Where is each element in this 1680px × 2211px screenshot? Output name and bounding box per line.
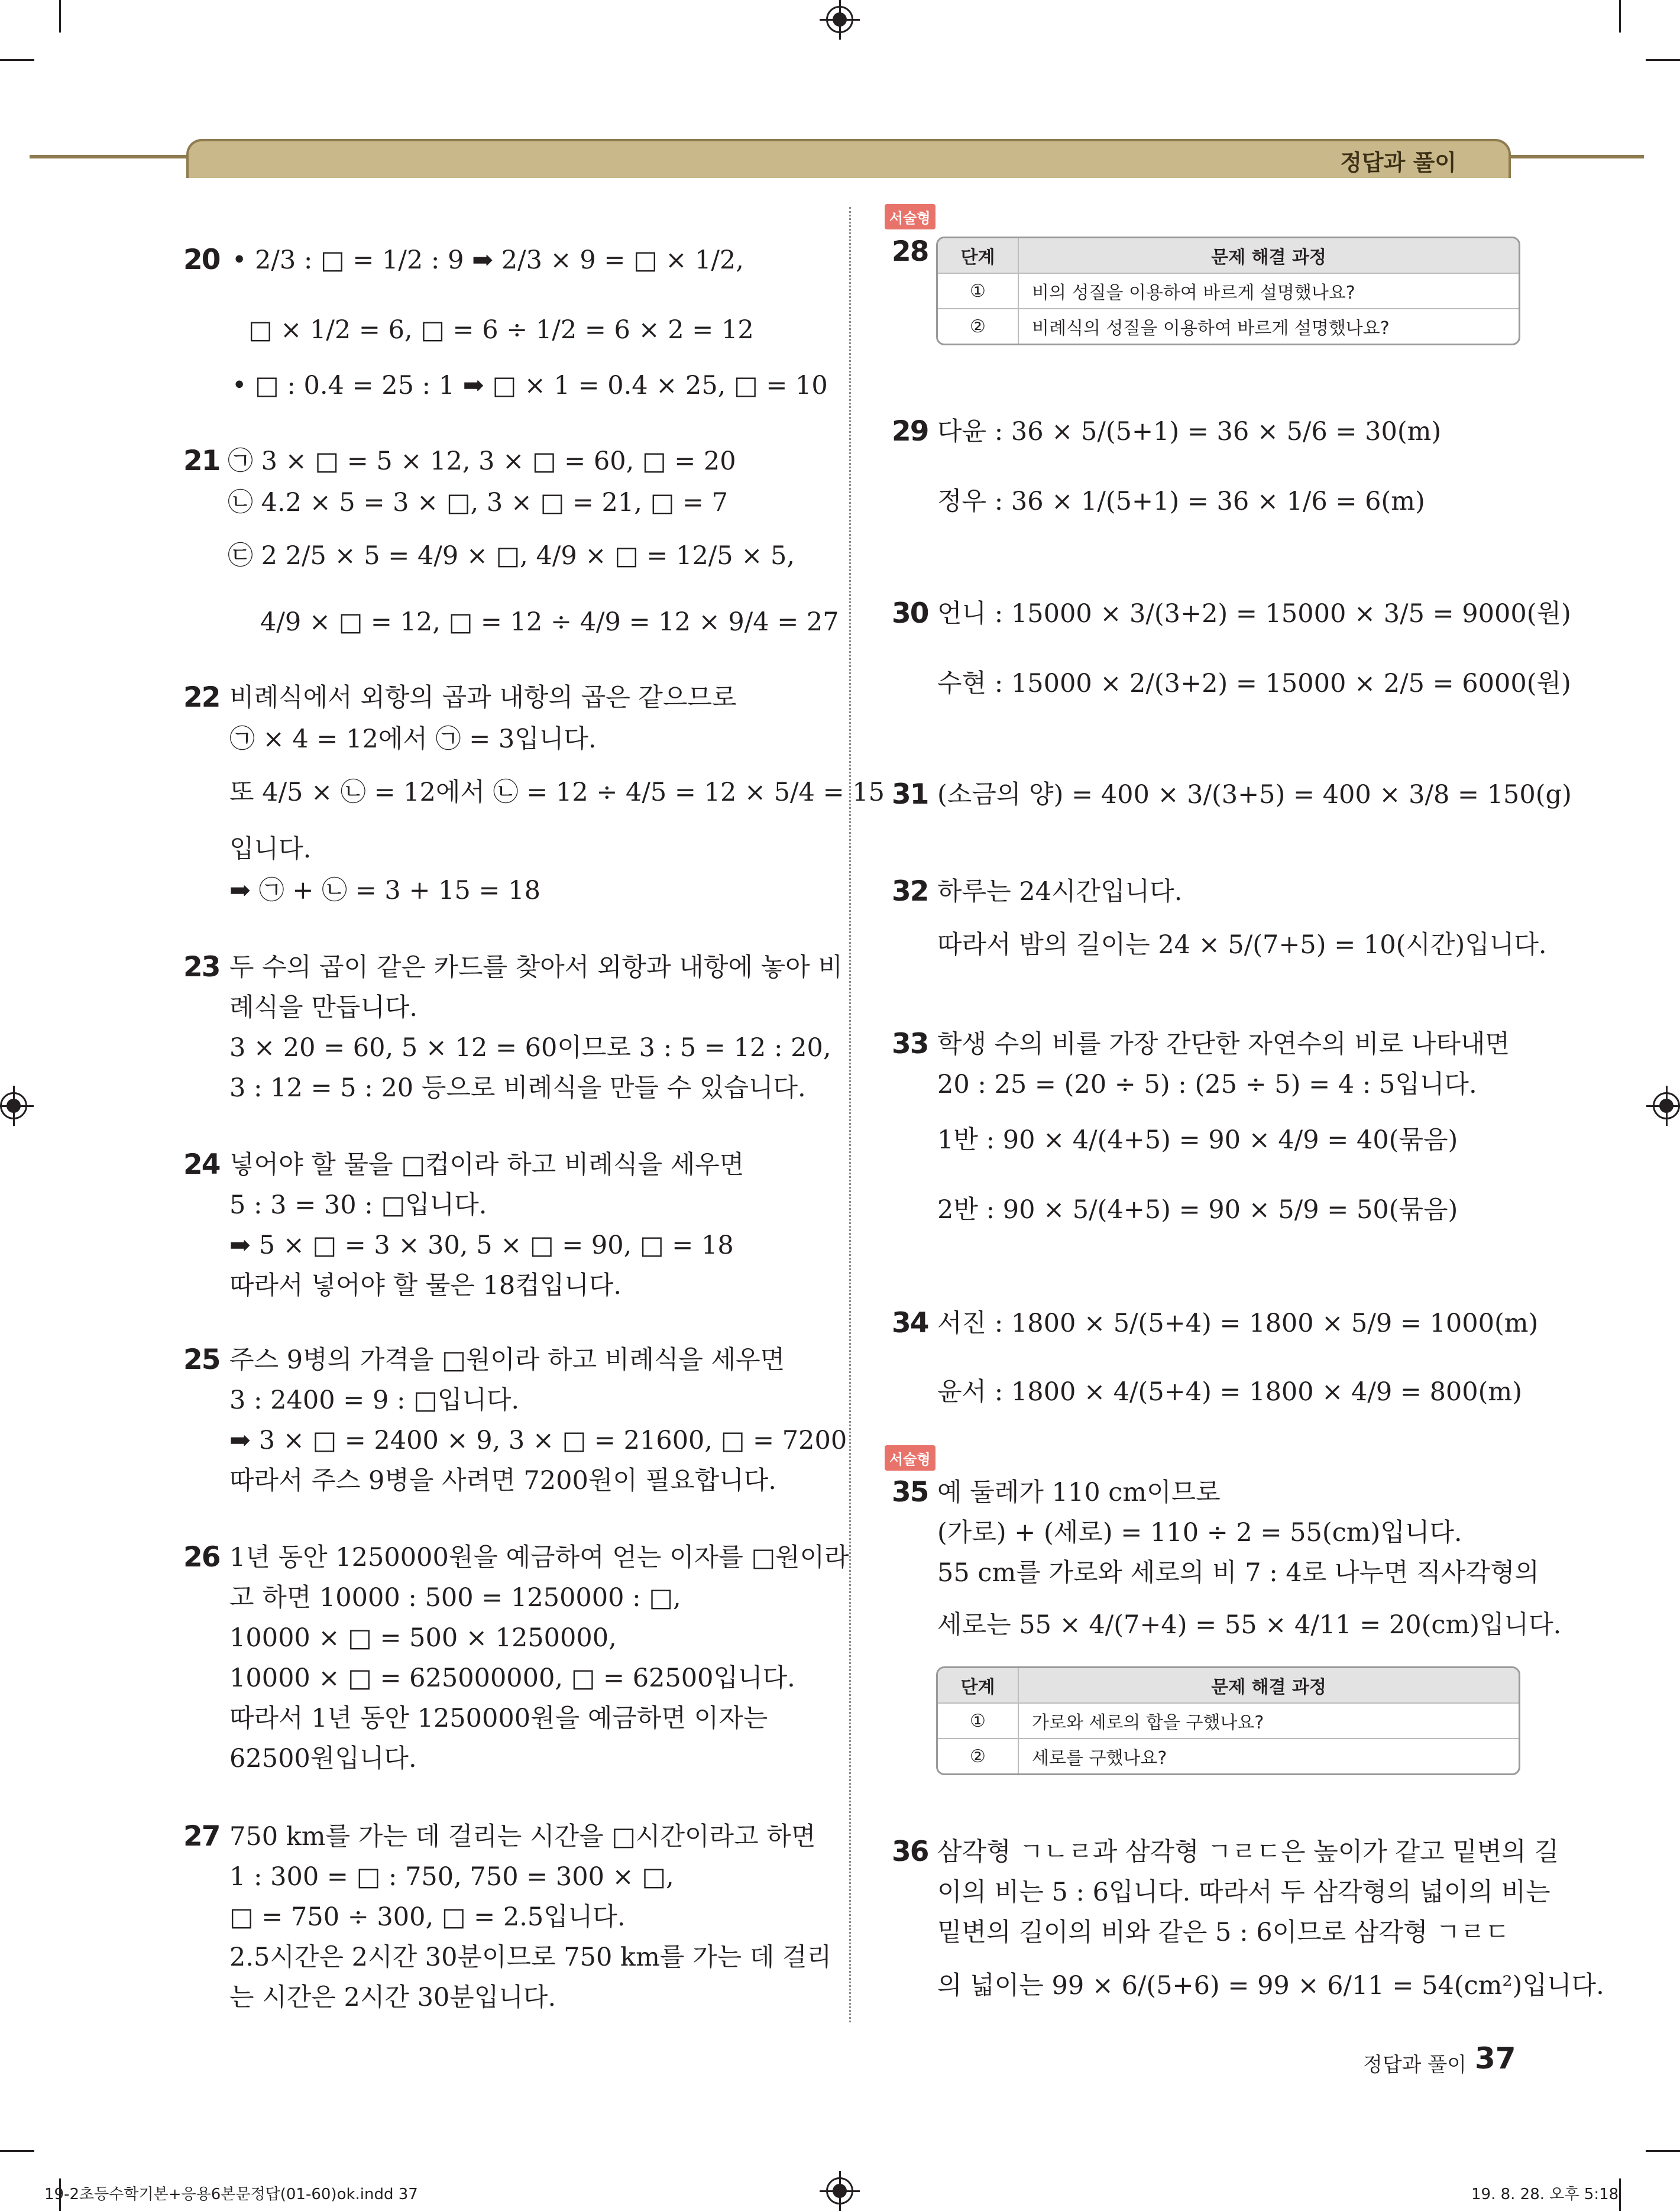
table-step: ①: [938, 1704, 1019, 1738]
answer-line: 밑변의 길이의 비와 같은 5 : 6이므로 삼각형 ㄱㄹㄷ: [937, 1918, 1510, 1947]
page-footer-title: 정답과 풀이: [1363, 2053, 1467, 2077]
answer-line: 3 : 12 = 5 : 20 등으로 비례식을 만들 수 있습니다.: [229, 1073, 806, 1103]
answer-line: 3 : 2400 = 9 : □입니다.: [229, 1385, 520, 1415]
answer-line: 삼각형 ㄱㄴㄹ과 삼각형 ㄱㄹㄷ은 높이가 같고 밑변의 길: [937, 1837, 1559, 1867]
header-rule: [1508, 155, 1644, 158]
table-header-step: 단계: [938, 1668, 1019, 1702]
header-title: 정답과 풀이: [1340, 150, 1456, 176]
table-text: 비례식의 성질을 이용하여 바르게 설명했나요?: [1032, 318, 1390, 339]
problem-number: 25: [183, 1344, 220, 1376]
answer-line: 비례식에서 외항의 곱과 내항의 곱은 같으므로: [229, 683, 737, 713]
answer-line: 입니다.: [229, 834, 312, 864]
crop-mark: [1646, 59, 1680, 61]
answer-line: 세로는 55 × 4/(7+4) = 55 × 4/11 = 20(cm)입니다.: [937, 1610, 1562, 1640]
answer-line: 고 하면 10000 : 500 = 1250000 : □,: [229, 1583, 681, 1613]
essay-tag: 서술형: [885, 204, 936, 229]
problem-number: 26: [183, 1541, 220, 1574]
answer-line: 따라서 주스 9병을 사려면 7200원이 필요합니다.: [229, 1466, 776, 1495]
answer-line: 언니 : 15000 × 3/(3+2) = 15000 × 3/5 = 9000(원): [937, 599, 1571, 629]
answer-line: □ × 1/2 = 6, □ = 6 ÷ 1/2 = 6 × 2 = 12: [248, 315, 754, 345]
table-step: ②: [938, 1739, 1019, 1773]
answer-line: ㉠ 3 × □ = 5 × 12, 3 × □ = 60, □ = 20: [228, 446, 736, 476]
table-row: [938, 1702, 1519, 1738]
answer-line: 다윤 : 36 × 5/(5+1) = 36 × 5/6 = 30(m): [937, 417, 1442, 446]
problem-number: 24: [183, 1148, 220, 1181]
answer-line: 서진 : 1800 × 5/(5+4) = 1800 × 5/9 = 1000(m): [937, 1309, 1539, 1338]
answer-line: 1 : 300 = □ : 750, 750 = 300 × □,: [229, 1862, 674, 1892]
problem-number: 23: [183, 951, 220, 983]
table-header-row: [938, 1668, 1519, 1702]
crop-mark: [59, 0, 61, 33]
answer-line: 수현 : 15000 × 2/(3+2) = 15000 × 2/5 = 6000(원): [937, 669, 1571, 698]
essay-tag: 서술형: [885, 1445, 936, 1471]
answer-line: 윤서 : 1800 × 4/(5+4) = 1800 × 4/9 = 800(m): [937, 1377, 1522, 1407]
answer-line: ➡ ㉠ + ㉡ = 3 + 15 = 18: [229, 876, 540, 905]
table-row: [938, 273, 1519, 308]
answer-line: 주스 9병의 가격을 □원이라 하고 비례식을 세우면: [229, 1345, 785, 1375]
print-timestamp: 19. 8. 28. 오후 5:18: [1471, 2186, 1619, 2203]
answer-line: 62500원입니다.: [229, 1744, 417, 1773]
problem-number: 21: [183, 445, 220, 477]
answer-line: 학생 수의 비를 가장 간단한 자연수의 비로 나타내면: [937, 1030, 1510, 1059]
problem-number: 31: [892, 778, 928, 811]
crop-mark: [0, 2150, 34, 2152]
answer-line: 1년 동안 1250000원을 예금하여 얻는 이자를 □원이라: [229, 1543, 849, 1572]
problem-number: 34: [892, 1307, 928, 1339]
answer-line: 의 넓이는 99 × 6/(5+6) = 99 × 6/11 = 54(cm²)입니다.: [937, 1971, 1604, 2000]
answer-line: • □ : 0.4 = 25 : 1 ➡ □ × 1 = 0.4 × 25, □ = 10: [232, 371, 828, 400]
answer-line: 2.5시간은 2시간 30분이므로 750 km를 가는 데 걸리: [229, 1943, 832, 1972]
answer-line: 3 × 20 = 60, 5 × 12 = 60이므로 3 : 5 = 12 : 20,: [229, 1033, 831, 1063]
answer-line: ㉠ × 4 = 12에서 ㉠ = 3입니다.: [229, 724, 597, 754]
problem-number: 30: [892, 597, 928, 630]
answer-line: 또 4/5 × ㉡ = 12에서 ㉡ = 12 ÷ 4/5 = 12 × 5/4 = 15: [229, 778, 885, 807]
problem-number: 28: [892, 235, 928, 268]
answer-line: 1반 : 90 × 4/(4+5) = 90 × 4/9 = 40(묶음): [937, 1125, 1458, 1155]
answer-line: 예 둘레가 110 cm이므로: [937, 1478, 1221, 1507]
registration-mark-icon: [826, 2177, 853, 2204]
table-header-process: 문제 해결 과정: [1211, 1677, 1326, 1698]
table-text: 세로를 구했나요?: [1032, 1748, 1167, 1769]
registration-mark-icon: [0, 1092, 27, 1119]
answer-line: 정우 : 36 × 1/(5+1) = 36 × 1/6 = 6(m): [937, 487, 1425, 516]
crop-mark: [0, 59, 34, 61]
answer-line: 5 : 3 = 30 : □입니다.: [229, 1190, 487, 1220]
problem-number: 35: [892, 1476, 928, 1508]
answer-line: 따라서 넣어야 할 물은 18컵입니다.: [229, 1271, 622, 1300]
answer-line: 750 km를 가는 데 걸리는 시간을 □시간이라고 하면: [229, 1822, 816, 1851]
header-banner: [186, 139, 1511, 178]
answer-line: 55 cm를 가로와 세로의 비 7 : 4로 나누면 직사각형의: [937, 1558, 1539, 1588]
scoring-table: [936, 1666, 1520, 1775]
problem-number: 29: [892, 415, 928, 448]
answer-line: ➡ 3 × □ = 2400 × 9, 3 × □ = 21600, □ = 7200: [229, 1426, 847, 1455]
answer-line: 넣어야 할 물을 □컵이라 하고 비례식을 세우면: [229, 1150, 744, 1180]
answer-line: (소금의 양) = 400 × 3/(3+5) = 400 × 3/8 = 150(g): [937, 780, 1572, 810]
answer-line: 4/9 × □ = 12, □ = 12 ÷ 4/9 = 12 × 9/4 = 27: [260, 607, 839, 637]
crop-mark: [1646, 2150, 1680, 2152]
answer-line: ➡ 5 × □ = 3 × 30, 5 × □ = 90, □ = 18: [229, 1231, 734, 1260]
answer-line: 따라서 밤의 길이는 24 × 5/(7+5) = 10(시간)입니다.: [937, 930, 1547, 960]
registration-mark-icon: [826, 6, 853, 33]
table-header-row: [938, 238, 1519, 273]
problem-number: 33: [892, 1028, 928, 1060]
table-step: ②: [938, 309, 1019, 344]
answer-line: 례식을 만듭니다.: [229, 993, 418, 1022]
problem-number: 32: [892, 875, 928, 908]
answer-line: 따라서 1년 동안 1250000원을 예금하면 이자는: [229, 1704, 768, 1733]
registration-mark-icon: [1653, 1092, 1680, 1119]
scoring-table: [936, 237, 1520, 345]
header-rule: [30, 155, 189, 158]
answer-line: ㉡ 4.2 × 5 = 3 × □, 3 × □ = 21, □ = 7: [228, 488, 728, 517]
crop-mark: [1619, 0, 1621, 33]
answer-line: 이의 비는 5 : 6입니다. 따라서 두 삼각형의 넓이의 비는: [937, 1877, 1550, 1907]
file-name: 19-2초등수학기본+응용6본문정답(01-60)ok.indd 37: [44, 2186, 418, 2203]
answer-line: □ = 750 ÷ 300, □ = 2.5입니다.: [229, 1902, 626, 1932]
answer-line: (가로) + (세로) = 110 ÷ 2 = 55(cm)입니다.: [937, 1518, 1462, 1548]
answer-line: 는 시간은 2시간 30분입니다.: [229, 1983, 556, 2012]
problem-number: 36: [892, 1836, 928, 1868]
table-row: [938, 1738, 1519, 1773]
table-step: ①: [938, 274, 1019, 308]
problem-number: 27: [183, 1820, 220, 1853]
problem-number: 20: [183, 244, 220, 276]
table-header-step: 단계: [938, 238, 1019, 273]
answer-line: 20 : 25 = (20 ÷ 5) : (25 ÷ 5) = 4 : 5입니다.: [937, 1070, 1477, 1099]
problem-number: 22: [183, 681, 220, 714]
table-text: 가로와 세로의 합을 구했나요?: [1032, 1713, 1264, 1733]
table-header-process: 문제 해결 과정: [1211, 247, 1326, 268]
table-text: 비의 성질을 이용하여 바르게 설명했나요?: [1032, 283, 1355, 303]
answer-line: • 2/3 : □ = 1/2 : 9 ➡ 2/3 × 9 = □ × 1/2,: [232, 245, 744, 275]
column-separator: [849, 207, 851, 2022]
crop-mark: [1619, 2178, 1621, 2211]
answer-line: 10000 × □ = 625000000, □ = 62500입니다.: [229, 1663, 795, 1693]
answer-line: 두 수의 곱이 같은 카드를 찾아서 외항과 내항에 놓아 비: [229, 953, 843, 982]
answer-line: 하루는 24시간입니다.: [937, 877, 1183, 907]
answer-line: 10000 × □ = 500 × 1250000,: [229, 1623, 617, 1653]
answer-line: ㉢ 2 2/5 × 5 = 4/9 × □, 4/9 × □ = 12/5 × 5,: [228, 541, 795, 571]
answer-line: 2반 : 90 × 5/(4+5) = 90 × 5/9 = 50(묶음): [937, 1195, 1458, 1225]
table-row: [938, 308, 1519, 344]
page-number: 37: [1475, 2041, 1516, 2076]
